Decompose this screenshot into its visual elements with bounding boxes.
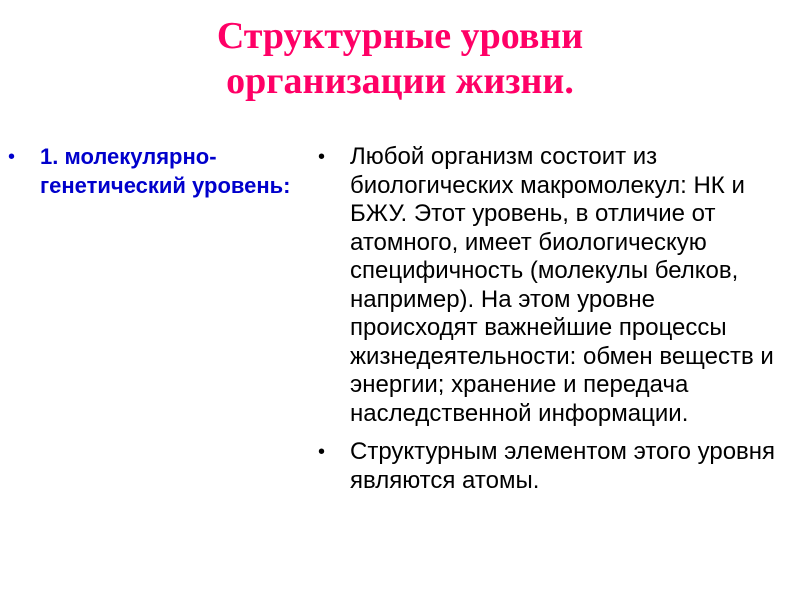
level-heading: 1. молекулярно-генетический уровень: [40,144,291,198]
bullet-icon: • [8,146,16,168]
right-bullet-item [318,438,784,495]
description-paragraph: Любой организм состоит из биологических макромолекул: НК и БЖУ. Этот уровень, в отличие от атомного, имеет биологическую специфичность (молекулы белков, например). На этом уровне происходят важнейшие процессы жизнедеятельности: обмен веществ и энергии; хранение и передача наследственной информации. [350,143,774,427]
bullet-icon: • [318,146,326,168]
right-column [318,143,784,505]
structural-element-paragraph: Структурным элементом этого уровня являются атомы. [350,438,776,494]
slide-title-line-2: организации жизни. [226,60,574,102]
slide-title-line-1: Структурные уровни [216,15,584,57]
bullet-icon: • [318,441,326,463]
left-bullet-item [8,143,308,200]
left-column [8,143,308,210]
right-bullet-item [318,143,784,428]
slide-title [0,14,800,104]
